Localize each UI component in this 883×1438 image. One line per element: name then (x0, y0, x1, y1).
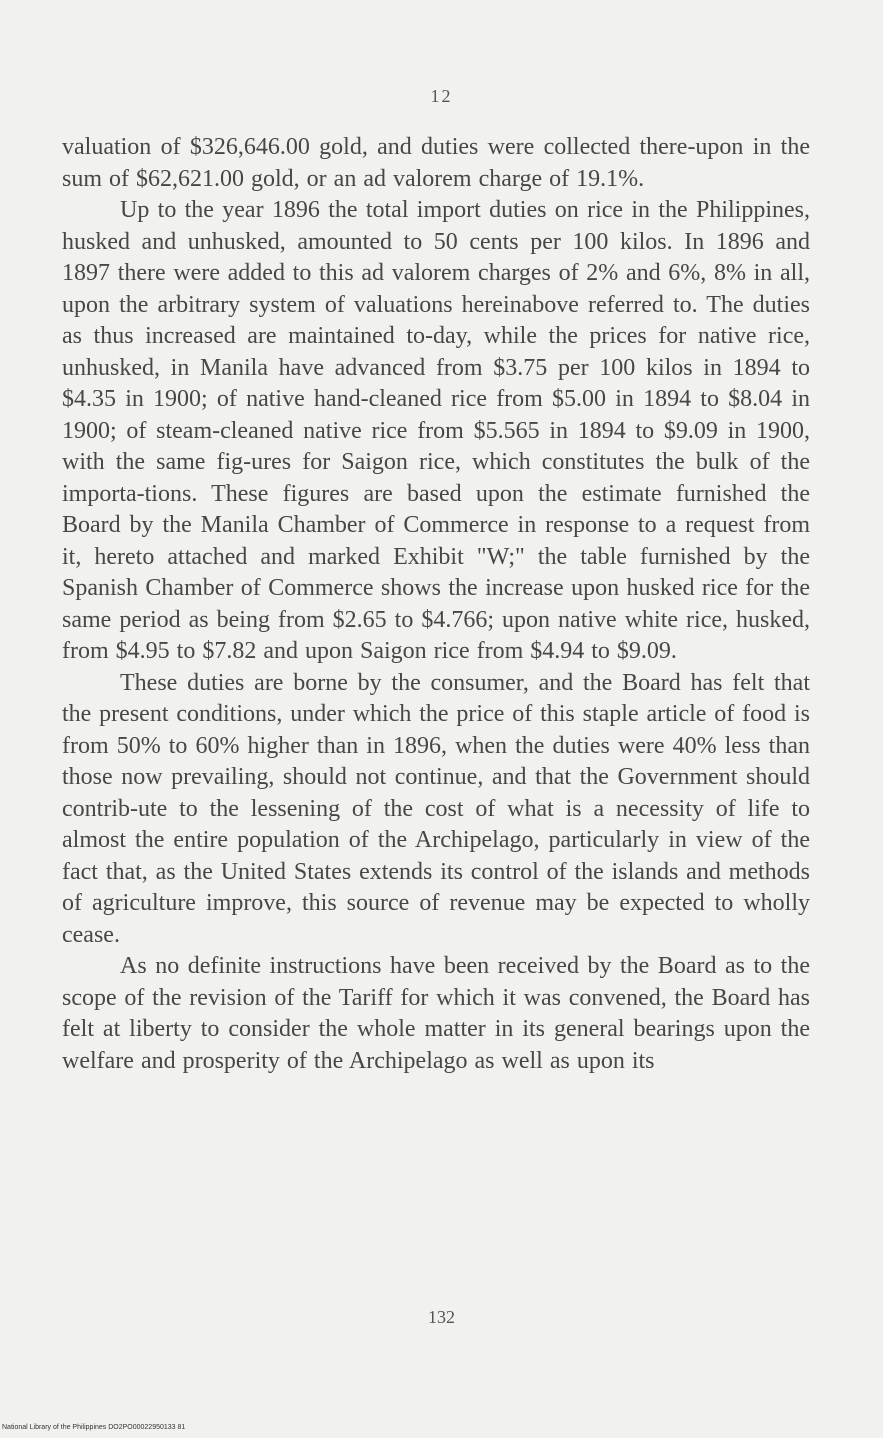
page-number: 12 (430, 86, 453, 106)
paragraph-3: These duties are borne by the consumer, and the Board has felt that the present conditions, under which the price of this staple article of food is from 50% to 60% higher than in 1896, when the duties were 40% less than those now prevailing, should not continue, and that the Government should contrib-ute to the lessening of the cost of what is a necessity of life to almost the entire population of the Archipelago, particularly in view of the fact that, as the United States extends its control of the islands and methods of agriculture improve, this source of revenue may be expected to wholly cease. (62, 669, 810, 948)
archive-credit: National Library of the Philippines DO2PO00022950133 81 (2, 1424, 186, 1431)
paragraph-1: valuation of $326,646.00 gold, and duties were collected there-upon in the sum of $62,621.00 gold, or an ad valorem charge of 19.1%. (62, 134, 810, 192)
paragraph-4: As no definite instructions have been received by the Board as to the scope of the revision of the Tariff for which it was convened, the Board has felt at liberty to consider the whole matter in its general bearings upon the welfare and prosperity of the Archipelago as well as upon its (62, 953, 810, 1074)
paragraph-2: Up to the year 1896 the total import duties on rice in the Philippines, husked and unhusked, amounted to 50 cents per 100 kilos. In 1896 and 1897 there were added to this ad valorem charges of 2% and 6%, 8% in all, upon the arbitrary system of valuations hereinabove referred to. The duties as thus increased are maintained to-day, while the prices for native rice, unhusked, in Manila have advanced from $3.75 per 100 kilos in 1894 to $4.35 in 1900; of native hand-cleaned rice from $5.00 in 1894 to $8.04 in 1900; of steam-cleaned native rice from $5.565 in 1894 to $9.09 in 1900, with the same fig-ures for Saigon rice, which constitutes the bulk of the importa-tions. These figures are based upon the estimate furnished the Board by the Manila Chamber of Commerce in response to a request from it, hereto attached and marked Exhibit "W;" the table furnished by the Spanish Chamber of Commerce shows the increase upon husked rice for the same period as being from $2.65 to $4.766; upon native white rice, husked, from $4.95 to $7.82 and upon Saigon rice from $4.94 to $9.09. (62, 197, 810, 664)
signature-number: 132 (428, 1307, 455, 1327)
body-text (62, 132, 810, 1077)
